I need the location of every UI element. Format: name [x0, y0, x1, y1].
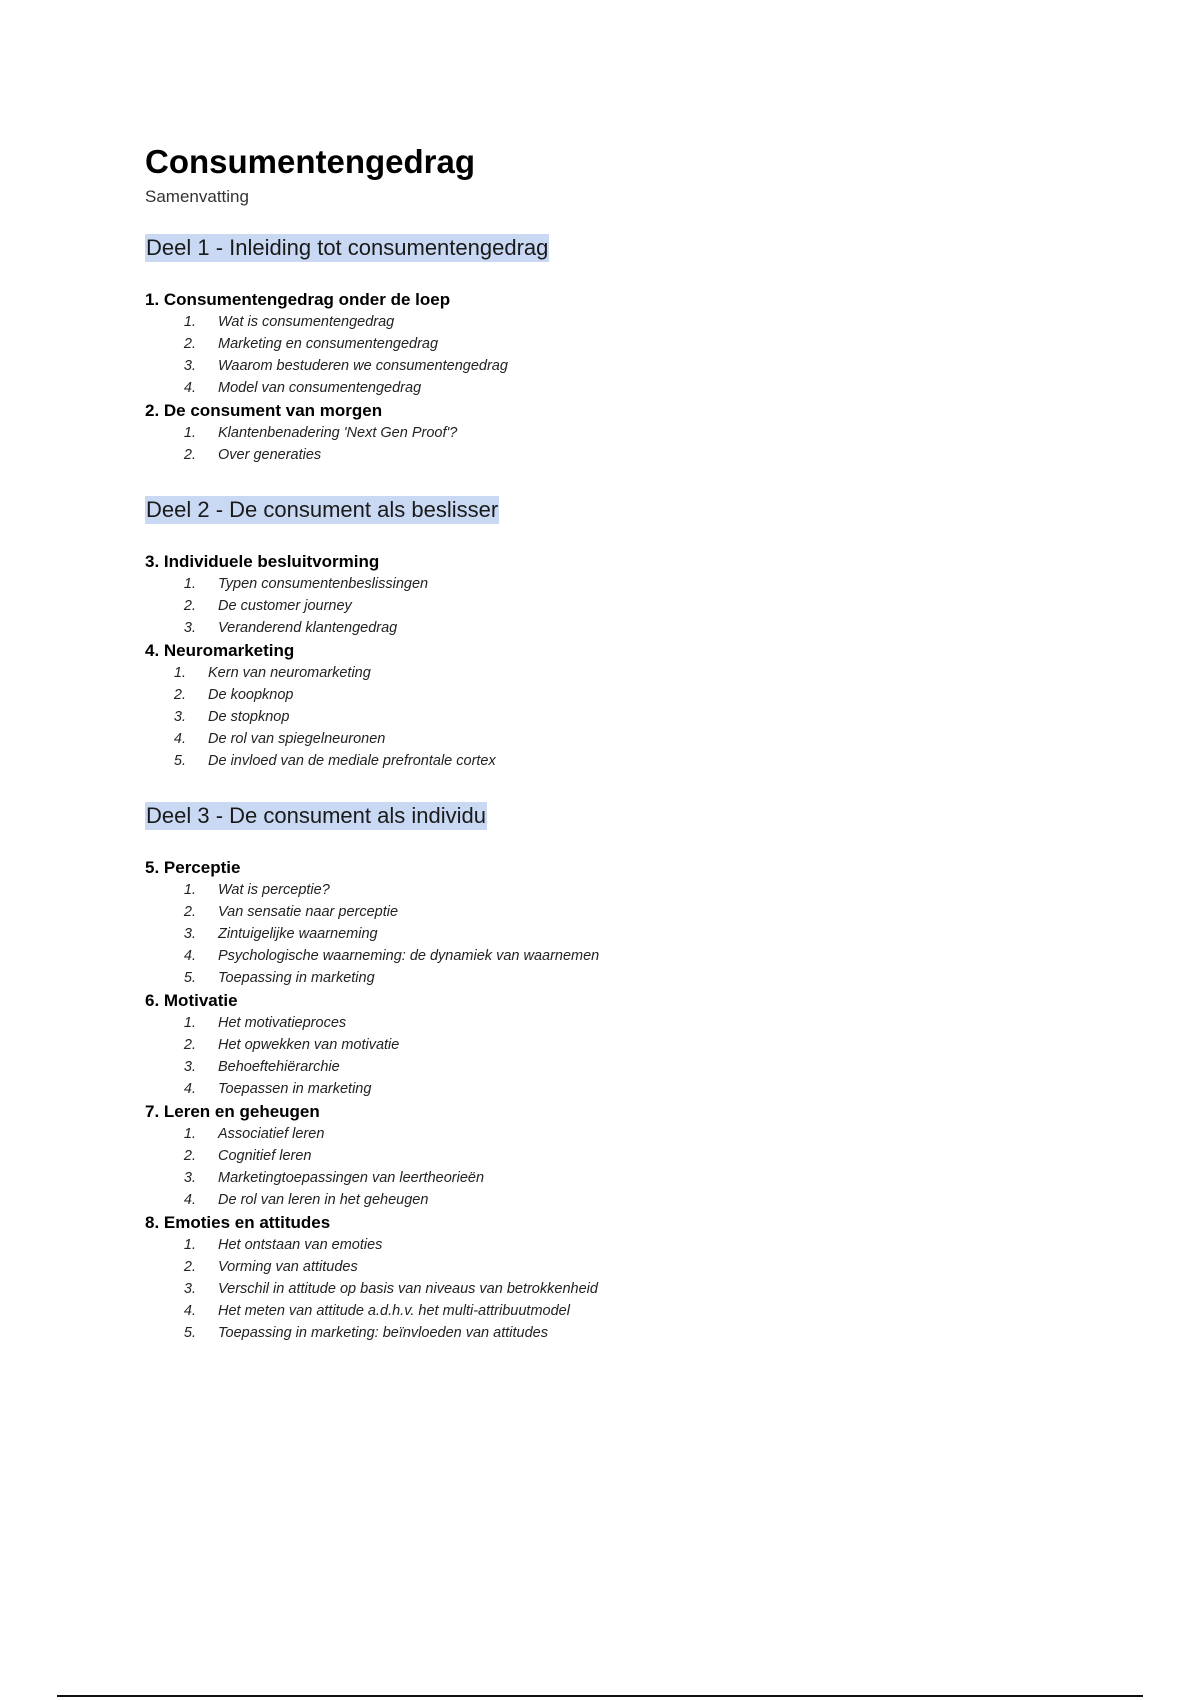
part-section	[145, 802, 1045, 1344]
list-item-text: De koopknop	[208, 687, 294, 703]
list-item	[145, 595, 1045, 617]
part-section	[145, 496, 1045, 772]
list-item-number: 2.	[183, 1259, 196, 1275]
list-item-text: Het motivatieproces	[218, 1015, 347, 1031]
list-item-number: 1.	[183, 1126, 196, 1142]
list-item-number: 1.	[183, 576, 196, 592]
list-item	[145, 706, 1045, 728]
list-item-text: De rol van leren in het geheugen	[218, 1192, 429, 1208]
list-item-text: Behoeftehiërarchie	[218, 1059, 340, 1075]
list-item	[145, 1256, 1045, 1278]
list-item	[145, 444, 1045, 466]
list-item	[145, 1034, 1045, 1056]
list-item-number: 1.	[183, 314, 196, 330]
list-item	[145, 945, 1045, 967]
list-item-text: Waarom bestuderen we consumentengedrag	[218, 358, 508, 374]
list-item	[145, 1234, 1045, 1256]
list-item	[145, 617, 1045, 639]
list-item-text: Het opwekken van motivatie	[218, 1037, 400, 1053]
list-item-number: 3.	[183, 358, 196, 374]
list-item-number: 2.	[183, 447, 196, 463]
subsection-list	[145, 573, 1045, 639]
list-item-text: Vorming van attitudes	[218, 1259, 358, 1275]
list-item-number: 1.	[183, 1237, 196, 1253]
list-item	[145, 1056, 1045, 1078]
list-item-text: Model van consumentengedrag	[218, 380, 422, 396]
list-item-number: 4.	[183, 1303, 196, 1319]
list-item	[145, 1078, 1045, 1100]
chapter	[145, 288, 1045, 399]
list-item-number: 4.	[183, 1081, 196, 1097]
list-item-number: 3.	[183, 926, 196, 942]
list-item	[145, 1189, 1045, 1211]
list-item	[145, 1123, 1045, 1145]
list-item-text: Typen consumentenbeslissingen	[218, 576, 429, 592]
subsection-list	[145, 1123, 1045, 1211]
list-item-text: Het ontstaan van emoties	[218, 1237, 383, 1253]
document-title: Consumentengedrag	[145, 143, 476, 180]
chapter	[145, 550, 1045, 639]
list-item-text: De stopknop	[208, 709, 290, 725]
list-item-number: 2.	[183, 1037, 196, 1053]
subsection-list	[145, 311, 1045, 399]
chapter-title: 4. Neuromarketing	[145, 641, 295, 660]
chapter	[145, 1100, 1045, 1211]
part-heading: Deel 2 - De consument als beslisser	[146, 497, 499, 522]
list-item-text: Toepassing in marketing: beïnvloeden van attitudes	[218, 1325, 548, 1341]
subsection-list	[145, 422, 1045, 466]
list-item-number: 1.	[183, 882, 196, 898]
list-item-text: Associatief leren	[218, 1126, 325, 1142]
list-item-text: De rol van spiegelneuronen	[208, 731, 386, 747]
list-item	[145, 355, 1045, 377]
list-item-text: Het meten van attitude a.d.h.v. het multi-attribuutmodel	[218, 1303, 570, 1319]
list-item-number: 1.	[173, 665, 186, 681]
list-item-text: Cognitief leren	[218, 1148, 312, 1164]
list-item-text: Van sensatie naar perceptie	[218, 904, 399, 920]
list-item-text: Kern van neuromarketing	[208, 665, 371, 681]
list-item	[145, 422, 1045, 444]
subsection-list	[145, 879, 1045, 989]
list-item-text: Verschil in attitude op basis van niveaus van betrokkenheid	[218, 1281, 598, 1297]
chapter	[145, 399, 1045, 466]
list-item	[145, 728, 1045, 750]
list-item-text: Toepassen in marketing	[218, 1081, 372, 1097]
list-item-number: 2.	[183, 904, 196, 920]
list-item-number: 3.	[183, 1281, 196, 1297]
list-item-number: 3.	[173, 709, 186, 725]
list-item	[145, 1012, 1045, 1034]
list-item-number: 4.	[183, 380, 196, 396]
chapter	[145, 856, 1045, 989]
part-section	[145, 234, 1045, 466]
list-item-text: Wat is perceptie?	[218, 882, 330, 898]
list-item	[145, 750, 1045, 772]
list-item	[145, 967, 1045, 989]
list-item-text: Klantenbenadering 'Next Gen Proof'?	[218, 425, 458, 441]
list-item-number: 5.	[173, 753, 186, 769]
list-item-number: 4.	[173, 731, 186, 747]
list-item-number: 3.	[183, 1170, 196, 1186]
list-item	[145, 901, 1045, 923]
list-item-text: De invloed van de mediale prefrontale cortex	[208, 753, 496, 769]
list-item-text: Marketingtoepassingen van leertheorieën	[218, 1170, 485, 1186]
list-item	[145, 1278, 1045, 1300]
list-item	[145, 923, 1045, 945]
list-item-number: 2.	[183, 336, 196, 352]
list-item-number: 1.	[183, 425, 196, 441]
document-content	[145, 140, 1045, 1344]
list-item-number: 3.	[183, 1059, 196, 1075]
list-item-text: Over generaties	[218, 447, 322, 463]
list-item-text: Veranderend klantengedrag	[218, 620, 398, 636]
chapter	[145, 639, 1045, 772]
chapter-title: 8. Emoties en attitudes	[145, 1213, 331, 1232]
subsection-list	[145, 662, 1045, 772]
table-of-contents	[145, 234, 1045, 1344]
list-item-number: 2.	[183, 598, 196, 614]
chapter-title: 5. Perceptie	[145, 858, 241, 877]
list-item-number: 4.	[183, 1192, 196, 1208]
page-bottom-divider	[57, 1695, 1143, 1697]
document-subtitle: Samenvatting	[145, 187, 249, 206]
list-item-number: 4.	[183, 948, 196, 964]
list-item-text: Marketing en consumentengedrag	[218, 336, 439, 352]
chapter-title: 1. Consumentengedrag onder de loep	[145, 290, 451, 309]
list-item	[145, 684, 1045, 706]
chapter-title: 6. Motivatie	[145, 991, 238, 1010]
list-item-number: 1.	[183, 1015, 196, 1031]
part-heading: Deel 3 - De consument als individu	[146, 803, 486, 828]
part-heading: Deel 1 - Inleiding tot consumentengedrag	[146, 235, 549, 260]
list-item-text: Psychologische waarneming: de dynamiek van waarnemen	[218, 948, 600, 964]
list-item	[145, 1322, 1045, 1344]
list-item-text: Toepassing in marketing	[218, 970, 375, 986]
list-item	[145, 1145, 1045, 1167]
list-item-text: De customer journey	[218, 598, 352, 614]
list-item	[145, 333, 1045, 355]
list-item-number: 2.	[173, 687, 186, 703]
list-item-number: 5.	[183, 1325, 196, 1341]
subsection-list	[145, 1234, 1045, 1344]
chapter-title: 7. Leren en geheugen	[145, 1102, 320, 1121]
list-item	[145, 311, 1045, 333]
list-item-text: Zintuigelijke waarneming	[218, 926, 378, 942]
chapter-title: 3. Individuele besluitvorming	[145, 552, 380, 571]
list-item-text: Wat is consumentengedrag	[218, 314, 395, 330]
list-item	[145, 662, 1045, 684]
list-item-number: 5.	[183, 970, 196, 986]
list-item	[145, 573, 1045, 595]
chapter	[145, 989, 1045, 1100]
list-item-number: 3.	[183, 620, 196, 636]
list-item-number: 2.	[183, 1148, 196, 1164]
list-item	[145, 1300, 1045, 1322]
chapter-title: 2. De consument van morgen	[145, 401, 383, 420]
list-item	[145, 1167, 1045, 1189]
subsection-list	[145, 1012, 1045, 1100]
list-item	[145, 879, 1045, 901]
chapter	[145, 1211, 1045, 1344]
list-item	[145, 377, 1045, 399]
